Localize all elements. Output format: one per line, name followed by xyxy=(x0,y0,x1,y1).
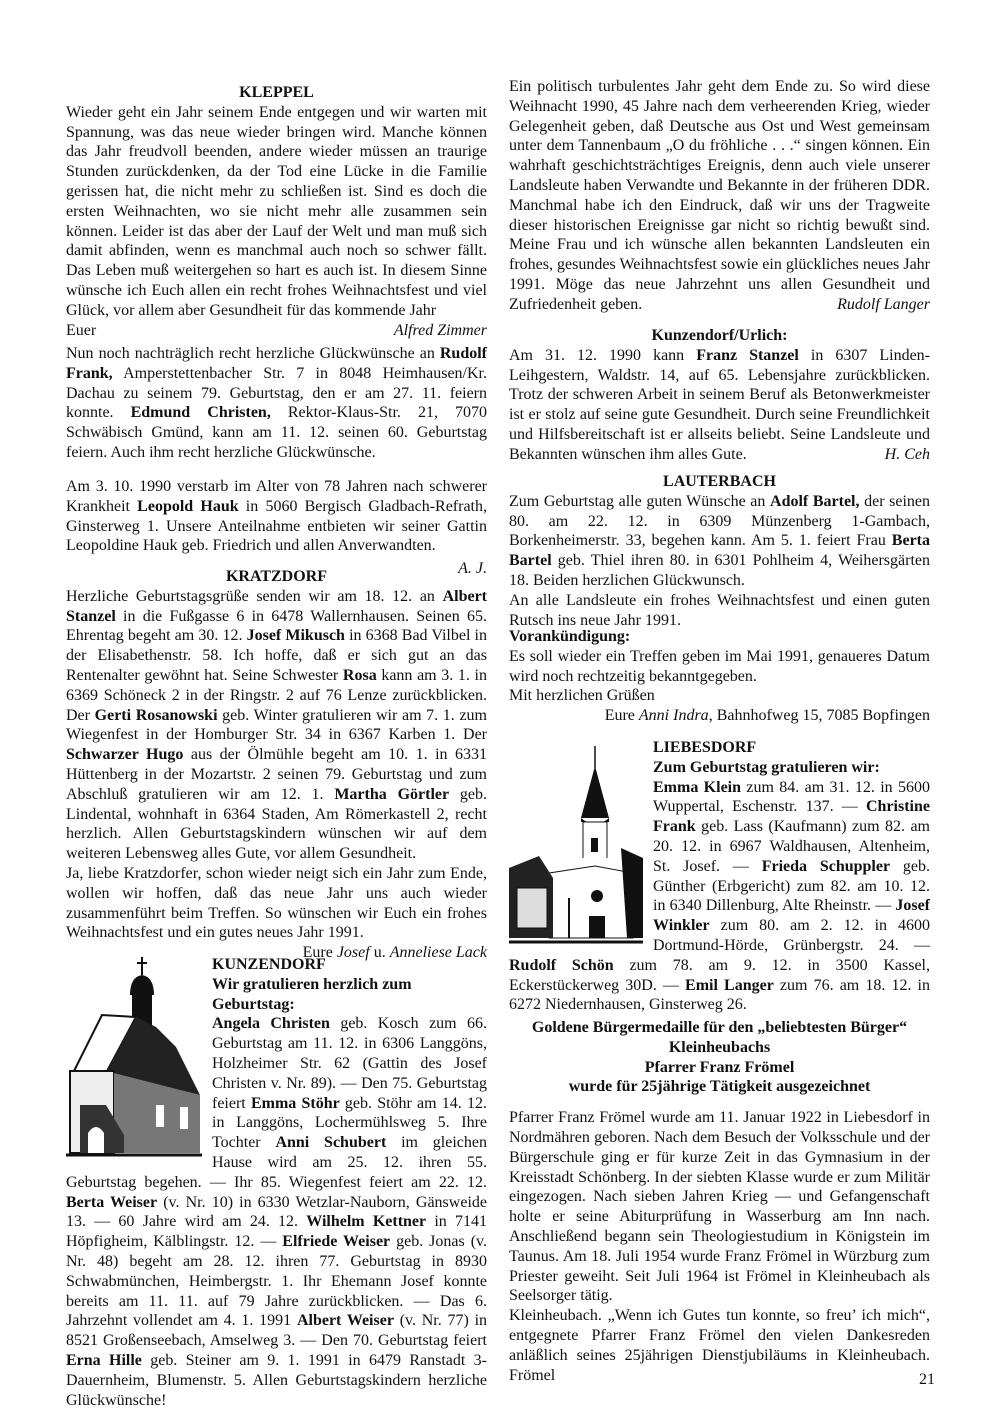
bold-name: Gerti Rosanowski xyxy=(94,706,218,724)
text-run: der seinen 80. am 22. 12. in 6309 Münzenberg 1-Gambach, Borkenheimerstr. 33, begehen kann. Am 5. 1. feiert Frau xyxy=(509,492,931,550)
signoff xyxy=(66,321,487,341)
paragraph xyxy=(509,77,930,315)
bold-name: Leopold Hauk xyxy=(137,497,239,515)
text-run: in die Fußgasse 6 in 6478 Wallernhausen. Seinen 65. Ehrentag begeht am 30. 12. xyxy=(66,607,487,645)
intro-text: Ein politisch turbulentes Jahr geht dem Ende zu. So wird diese Weihnacht 1990, 45 Jahre nach dem verheerenden Krieg, wieder Gelegenheit geben, daß Deutsche aus Ost und West gemeinsam unter dem Tannenbaum „O du fröhliche . . .“ singen können. Ein wahrhaft geschichtsträchtiges Ereignis, denn auch viele unserer Landsleute haben Verwandte und Bekannte in der früheren DDR. Manchmal habe ich den Eindruck, daß wir uns der Tragweite dieser historischen Ereignisse gar nicht so richtig bewußt sind. Meine Frau und ich wünsche allen bekannten Landsleuten ein frohes, gesundes Weihnachtsfest sowie ein glückliches neues Jahr 1991. Möge das neue Jahrzehnt uns allen Gesundheit und Zufriedenheit geben. xyxy=(509,78,930,313)
text-run: geb. Stöhr am 14. 12. in Langgöns, Lochermühlsweg 5. Ihre Tochter xyxy=(212,1094,487,1152)
paragraph-text xyxy=(509,347,930,463)
text-run: kann am 3. 1. in 6369 Schöneck 2 in der Ringstr. 2 auf 76 Lenze zurückblicken. Der xyxy=(66,666,487,724)
text-run: geb. Lindental, wohnhaft in 6364 Staden, Am Römerkastell 2, recht herzlich. Allen Geburtstagskindern wünschen wir auf dem weiteren Lebensweg alles Gute, vor allem Gesundheit. xyxy=(66,785,487,863)
headline-line: Kleinheubachs xyxy=(668,1038,771,1056)
section-kunzendorf-urlich xyxy=(509,326,930,465)
text-run: geb. Jonas (v. Nr. 48) begeht am 28. 12. ihren 77. Geburtstag in 8930 Schwabmünchen, Heimbergstr. 1. Ihr Ehemann Josef konnte bereits am 11. 11. auf 79 Jahre zurückblicken. — Das 6. Jahrzehnt vollendet am 4. 1. 1991 xyxy=(66,1233,487,1330)
text-run: Herzliche Geburtstagsgrüße senden wir am 18. 12. an xyxy=(66,587,443,605)
headline-line: Pfarrer Franz Frömel xyxy=(644,1058,795,1076)
section-title: Kunzendorf/Urlich: xyxy=(651,327,788,344)
paragraph xyxy=(509,346,930,465)
text-run: geb. Winter gratulieren wir am 7. 1. zum Wiegenfest in der Homburger Str. 34 in 6367 Karben 1. Der xyxy=(66,706,488,744)
church-illustration xyxy=(509,738,643,950)
bold-name: Rudolf Frank, xyxy=(66,345,487,382)
greeting: Mit herzlichen Grüßen xyxy=(509,687,655,705)
text-run: geb. Thiel ihren 80. in 6301 Pohlheim 4, Weihersgärten 18. Beiden herzlichen Glückwunsch. xyxy=(509,552,930,589)
page-number: 21 xyxy=(919,1371,935,1388)
announcement-label: Vorankündigung: xyxy=(509,628,631,645)
text-run: geb. Günther (Erbgericht) zum 82. am 10. 12. in 6340 Dillenburg, Alte Rheinstr. — xyxy=(653,857,930,915)
paragraph xyxy=(66,344,487,463)
bold-name: Josef Winkler xyxy=(653,897,930,935)
text-run: (v. Nr. 77) in 8521 Großenseebach, Amselweg 3. — Den 70. Geburtstag feiert xyxy=(66,1312,488,1350)
bold-name: Rudolf Schön xyxy=(509,956,614,974)
church-drawing-icon xyxy=(66,955,202,1171)
headline-line: Goldene Bürgermedaille für den „beliebtesten Bürger“ xyxy=(531,1019,908,1036)
section-liebesdorf xyxy=(509,738,930,1015)
signature: Alfred Zimmer xyxy=(393,321,487,339)
text-run: in 6307 Linden-Leihgestern, Waldstr. 14, auf 65. Lebensjahre zurückblicken. Trotz der schweren Arbeit in seinem Beruf als Betonwerkmeister ist er stolz auf seine gute Gesundheit. Durch seine Freundlichkeit und Hilfsbereitschaft ist er allseits beliebt. Seine Landsleute und Bekannten wünschen ihm alles Gute. xyxy=(509,346,930,463)
section-announcement xyxy=(509,627,930,726)
text-run: u. xyxy=(369,944,390,962)
signature: Rudolf Langer xyxy=(837,295,930,313)
text-run: Eure xyxy=(604,707,639,725)
text-run: in 6368 Bad Vilbel in der Elisabethenstr. 58. Ich hoffe, daß er sich gut an das Rentenalter gewöhnt hat. Seine Schwester xyxy=(66,627,487,684)
bold-name: Emil Langer xyxy=(685,976,774,994)
signature: A. J. xyxy=(458,560,487,578)
section-title: KUNZENDORF xyxy=(212,956,326,973)
bold-name: Erna Hille xyxy=(66,1351,142,1369)
church-drawing-icon xyxy=(509,738,643,950)
text-run: Amperstettenbacher Str. 7 in 8048 Heimhausen/Kr. Dachau zu seinem 79. Geburtstag, den er am 27. 11. feiern konnte. xyxy=(66,364,487,422)
bold-name: Berta Bartel xyxy=(509,532,930,570)
bold-name: Frieda Schuppler xyxy=(761,857,891,875)
bold-name: Albert Stanzel xyxy=(66,587,487,625)
section-kleppel xyxy=(66,83,487,340)
text-run: Nun noch nachträglich recht herzliche Glückwünsche an xyxy=(66,345,440,362)
bold-name: Martha Görtler xyxy=(334,785,450,803)
section-kratzdorf xyxy=(66,567,487,963)
section-kunzendorf xyxy=(66,955,487,1410)
text-run: , Bahnhofweg 15, 7085 Bopfingen xyxy=(708,707,930,725)
headline-line: wurde für 25jährige Tätigkeit ausgezeichnet xyxy=(568,1078,871,1096)
section-title: LAUTERBACH xyxy=(663,473,776,490)
section-title: LIEBESDORF xyxy=(653,739,757,756)
text-run: zum 84. am 31. 12. in 5600 Wuppertal, Eschenstr. 137. — xyxy=(653,778,930,816)
text-run: zum 76. am 18. 12. in 6272 Niedernhausen, Ginsterweg 26. xyxy=(509,976,931,1014)
italic-text: Josef xyxy=(336,944,370,962)
text-run: aus der Ölmühle begeht am 10. 1. in 6331 Hüttenberg in der Mozartstr. 2 seinen 79. Geburtstag und zum Abschluß gratulieren wir am 12. 1. xyxy=(66,746,487,803)
signature xyxy=(509,706,930,726)
paragraph xyxy=(66,477,487,556)
text-run: im gleichen Hause wird am 25. 12. ihren 55. Geburtstag begehen. — Ihr 85. Wiegenfest feiert am 22. 12. xyxy=(66,1134,487,1191)
section-title: KLEPPEL xyxy=(239,84,314,101)
paragraph xyxy=(509,492,930,591)
text-run: Rektor-Klaus-Str. 21, 7070 Schwäbisch Gmünd, kann am 11. 12. seinen 60. Geburtstag feiern. Auch ihm recht herzliche Glückwünsche. xyxy=(66,404,488,461)
bold-name: Josef Mikusch xyxy=(246,627,345,645)
text-run: (v. Nr. 10) in 6330 Wetzlar-Nauborn, Gänsweide 13. — 60 Jahre wird am 24. 12. xyxy=(66,1193,487,1231)
paragraph: Ja, liebe Kratzdorfer, schon wieder neigt sich ein Jahr zum Ende, wollen wir hoffen, daß das neue Jahr uns auch wieder zusammenführt beim Treffen. So wünschen wir Euch ein frohes Weihnachtsfest und ein gutes neues Jahr 1991. xyxy=(66,864,487,942)
text-run: in 7141 Höpfigheim, Kälblingstr. 12. — xyxy=(66,1213,487,1251)
italic-text: Anneliese Lack xyxy=(389,944,487,962)
text-run: geb. Lass (Kaufmann) zum 82. am 20. 12. in 6967 Waldhausen, Altenheim, St. Josef. — xyxy=(653,818,930,875)
paragraph: Wieder geht ein Jahr seinem Ende entgegen und wir warten mit Spannung, was das neue wieder bringen wird. Manche können das Jahr freudvoll beenden, andere wieder müssen an traurige Stunden zurückdenken, da der Tod eine Lücke in die Familie gerissen hat, die nicht mehr zu schließen ist. Sind es doch die ersten Weihnachten, wo sie nicht mehr alle zusammen sein können. Leider ist das aber der Lauf der Welt und man muß sich damit abfinden, wenn es manchmal auch noch so schwer fällt. Das Leben muß weitergehen so hart es auch ist. In diesem Sinne wünsche ich Euch allen ein recht frohes Weihnachtsfest und viel Glück, vor allem aber Gesundheit für das kommende Jahr xyxy=(66,103,487,319)
italic-text: Anni Indra xyxy=(638,707,709,725)
paragraph: An alle Landsleute ein frohes Weihnachtsfest und einen guten Rutsch ins neue Jahr 1991. xyxy=(509,591,930,629)
section-lauterbach xyxy=(509,472,930,630)
paragraph: Kleinheubach. „Wenn ich Gutes tun konnte, so freu’ ich mich“, entgegnete Pfarrer Franz Frömel den vielen Dankesreden anläßlich seines 25jährigen Dienstjubiläums in Kleinheubach. Frömel xyxy=(509,1307,930,1384)
bold-name: Schwarzer Hugo xyxy=(66,746,184,764)
signature: H. Ceh xyxy=(884,445,930,463)
bold-name: Angela Christen xyxy=(212,1015,330,1033)
text-run: zum 78. am 9. 12. in 3500 Kassel, Eckerstückerweg 30D. — xyxy=(509,956,930,994)
section-subtitle: Wir gratulieren herzlich zum Geburtstag: xyxy=(212,975,412,1013)
bold-name: Rosa xyxy=(342,666,377,684)
text-run: Eure xyxy=(302,944,337,962)
paragraph: Es soll wieder ein Treffen geben im Mai 1991, genaueres Datum wird noch rechtzeitig bekanntgegeben. xyxy=(509,647,930,685)
bold-name: Adolf Bartel, xyxy=(770,492,860,510)
section-intro xyxy=(509,77,930,315)
closing: Euer xyxy=(66,321,97,339)
bold-name: Wilhelm Kettner xyxy=(306,1213,427,1231)
bold-name: Emma Klein xyxy=(653,778,742,796)
paragraph: Pfarrer Franz Frömel wurde am 11. Januar 1922 in Liebesdorf in Nordmähren geboren. Nach dem Besuch der Volksschule und der Bürgerschule ging er für kurze Zeit in das Gymnasium in der Kreisstadt Schönberg. In der siebten Klasse wurde er zum Militär eingezogen. Nach sieben Jahren Krieg — und Gefangenschaft holte er seine Abiturprüfung in Wasserburg am Inn nach. Anschließend begann sein Theologiestudium in Königstein im Taunus. Am 18. Juli 1954 wurde Franz Frömel in Würzburg zum Priester geweiht. Seit Juli 1964 ist Frömel in Kleinheubach als Seelsorger tätig. xyxy=(509,1109,930,1305)
paragraph xyxy=(66,587,487,864)
text-run: Am 3. 10. 1990 verstarb im Alter von 78 Jahren nach schwerer Krankheit xyxy=(66,478,487,515)
bold-name: Edmund Christen, xyxy=(130,404,271,422)
section-greetings xyxy=(66,344,487,463)
bold-name: Emma Stöhr xyxy=(250,1094,340,1112)
text-run: zum 80. am 2. 12. in 4600 Dortmund-Hörde, Grünbergstr. 24. — xyxy=(653,917,930,954)
text-run: Zum Geburtstag alle guten Wünsche an xyxy=(509,492,771,510)
bold-name: Christine Frank xyxy=(653,798,930,836)
text-run: geb. Kosch zum 66. Geburtstag am 11. 12. in 6306 Langgöns, Holzheimer Str. 62 (Gattin des Josef Christen v. Nr. 89). — Den 75. Geburtstag feiert xyxy=(212,1015,487,1112)
section-obituary xyxy=(66,477,487,579)
text-run: geb. Steiner am 9. 1. 1991 in 6479 Ranstadt 3-Dauernheim, Blumenstr. 5. Allen Geburtstagskindern herzliche Glückwünsche! xyxy=(66,1351,488,1409)
text-run: in 5060 Bergisch Gladbach-Refrath, Ginsterweg 1. Unsere Anteilnahme entbieten wir seiner Gattin Leopoldine Hauk geb. Friedrich und allen Anverwandten. xyxy=(66,497,488,555)
bold-name: Elfriede Weiser xyxy=(282,1233,391,1251)
bold-name: Franz Stanzel xyxy=(696,346,799,364)
text-run: Am 31. 12. 1990 kann xyxy=(509,346,697,364)
section-subtitle: Zum Geburtstag gratulieren wir: xyxy=(653,758,880,776)
bold-name: Berta Weiser xyxy=(66,1193,158,1211)
bold-name: Anni Schubert xyxy=(275,1134,387,1152)
section-medal-article xyxy=(509,1018,930,1385)
bold-name: Albert Weiser xyxy=(296,1312,394,1330)
section-title: KRATZDORF xyxy=(225,568,328,585)
church-illustration xyxy=(66,955,202,1171)
